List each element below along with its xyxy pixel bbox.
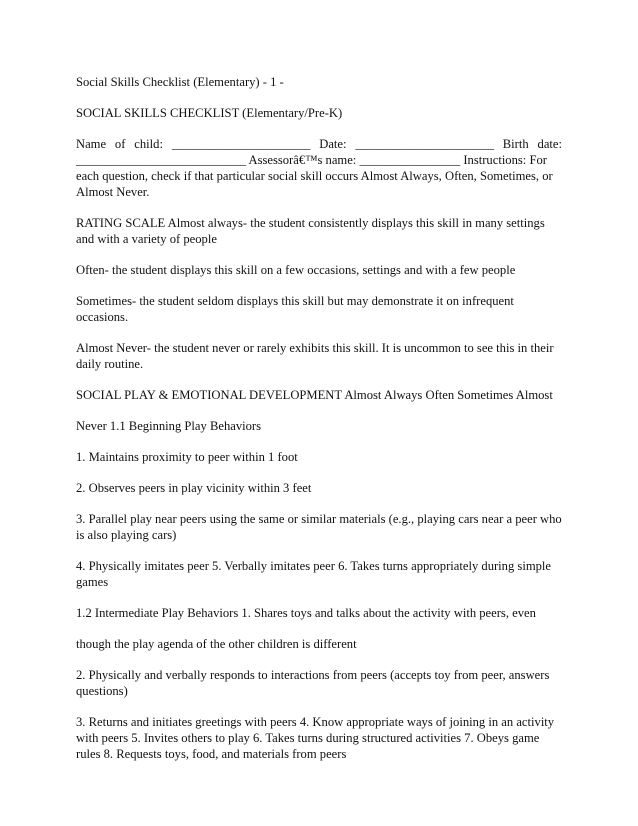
rating-almost-never: Almost Never- the student never or rarely exhibits this skill. It is uncommon to see this in their daily routine. [76,341,554,371]
intermediate-item-3-8: 3. Returns and initiates greetings with peers 4. Know appropriate ways of joining in an activity with peers 5. Invites others to play 6. Takes turns during structured activities 7. Obeys game rules 8. Requests toys, food, and materials from peers [76,715,555,761]
form-line-name-date: Name of child: ______________________ Date: ______________________ Birth date: [76,137,562,151]
intermediate-play-line-1: 1.2 Intermediate Play Behaviors 1. Shares toys and talks about the activity with peers, even [76,606,536,620]
rating-scale-almost-always: RATING SCALE Almost always- the student consistently displays this skill in many settings and with a variety of people [76,216,545,246]
checklist-item-4: 4. Physically imitates peer 5. Verbally imitates peer 6. Takes turns appropriately during simple games [76,559,552,589]
rating-often: Often- the student displays this skill on a few occasions, settings and with a few people [76,263,516,277]
document-page [76,74,562,777]
form-line-assessor-instructions: ___________________________ Assessorâ€™s name: ________________ Instructions: For each question, check if that particular social skill occurs Almost Always, Often, Sometimes, or Almost Never. [76,153,553,199]
checklist-item-1: 1. Maintains proximity to peer within 1 foot [76,450,298,464]
intermediate-item-2: 2. Physically and verbally responds to interactions from peers (accepts toy from peer, answers questions) [76,668,550,698]
document-title: SOCIAL SKILLS CHECKLIST (Elementary/Pre-K) [76,106,343,120]
rating-sometimes: Sometimes- the student seldom displays this skill but may demonstrate it on infrequent occasions. [76,294,514,324]
checklist-item-2: 2. Observes peers in play vicinity within 3 feet [76,481,312,495]
section-subheading: Never 1.1 Beginning Play Behaviors [76,419,262,433]
checklist-item-3: 3. Parallel play near peers using the same or similar materials (e.g., playing cars near a peer who is also playing cars) [76,512,562,542]
section-heading: SOCIAL PLAY & EMOTIONAL DEVELOPMENT Almost Always Often Sometimes Almost [76,388,553,402]
page-header: Social Skills Checklist (Elementary) - 1 - [76,75,284,89]
intermediate-play-line-2: though the play agenda of the other children is different [76,637,357,651]
